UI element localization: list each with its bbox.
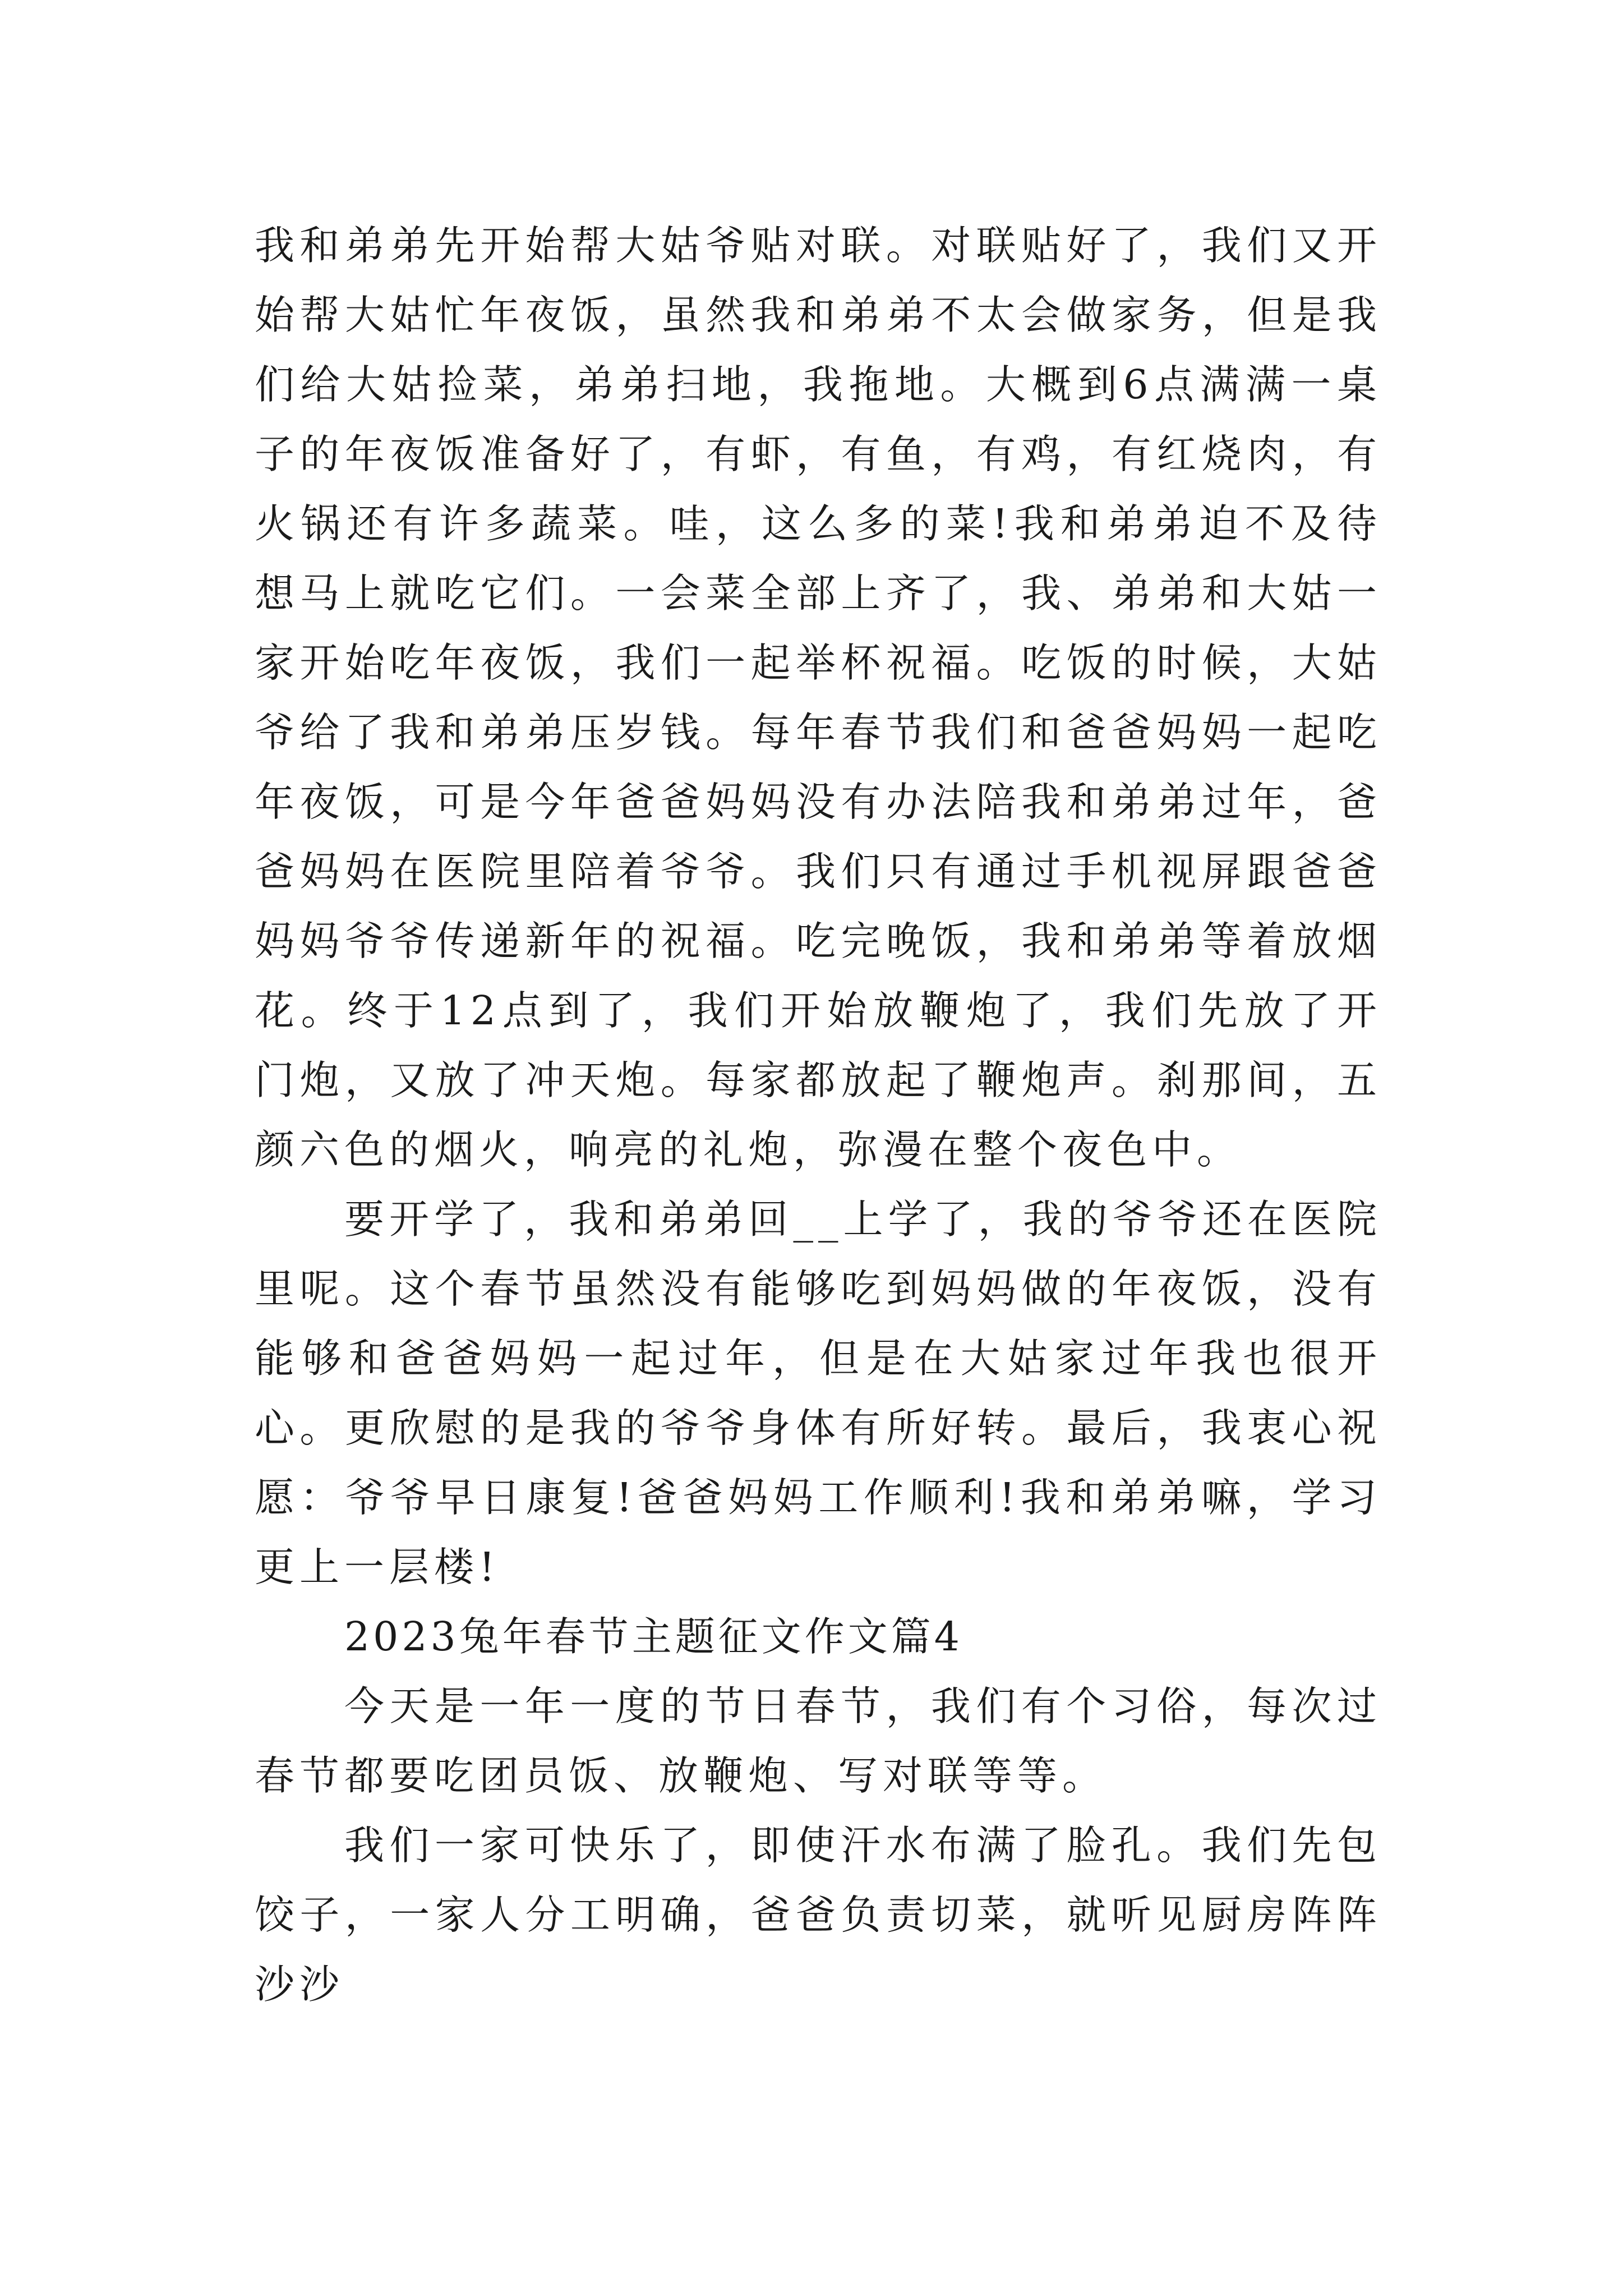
paragraph-spring-festival-customs: 今天是一年一度的节日春节，我们有个习俗，每次过春节都要吃团员饭、放鞭炮、写对联等等。: [255, 1683, 1382, 1799]
paragraph-new-year-eve: 我和弟弟先开始帮大姑爷贴对联。对联贴好了，我们又开始帮大姑忙年夜饭，虽然我和弟弟不太会做家务，但是我们给大姑捡菜，弟弟扫地，我拖地。大概到6点满满一桌子的年夜饭准备好了，有虾，有鱼，有鸡，有红烧肉，有火锅还有许多蔬菜。哇，这么多的菜!我和弟弟迫不及待想马上就吃它们。一会菜全部上齐了，我、弟弟和大姑一家开始吃年夜饭，我们一起举杯祝福。吃饭的时候，大姑爷给了我和弟弟压岁钱。每年春节我们和爸爸妈妈一起吃年夜饭，可是今年爸爸妈妈没有办法陪我和弟弟过年，爸爸妈妈在医院里陪着爷爷。我们只有通过手机视屏跟爸爸妈妈爷爷传递新年的祝福。吃完晚饭，我和弟弟等着放烟花。终于12点到了，我们开始放鞭炮了，我们先放了开门炮，又放了冲天炮。每家都放起了鞭炮声。刹那间，五颜六色的烟火，响亮的礼炮，弥漫在整个夜色中。: [255, 222, 1382, 1173]
paragraph-making-dumplings: 我们一家可快乐了，即使汗水布满了脸孔。我们先包饺子，一家人分工明确，爸爸负责切菜，就听见厨房阵阵沙沙: [255, 1822, 1382, 2008]
paragraph-back-to-school: 要开学了，我和弟弟回__上学了，我的爷爷还在医院里呢。这个春节虽然没有能够吃到妈妈做的年夜饭，没有能够和爸爸妈妈一起过年，但是在大姑家过年我也很开心。更欣慰的是我的爷爷身体有所好转。最后，我衷心祝愿：爷爷早日康复!爸爸妈妈工作顺利!我和弟弟嘛，学习更上一层楼!: [255, 1196, 1382, 1590]
document-body: [255, 211, 1382, 2019]
essay-heading: 2023兔年春节主题征文作文篇4: [344, 1613, 963, 1660]
